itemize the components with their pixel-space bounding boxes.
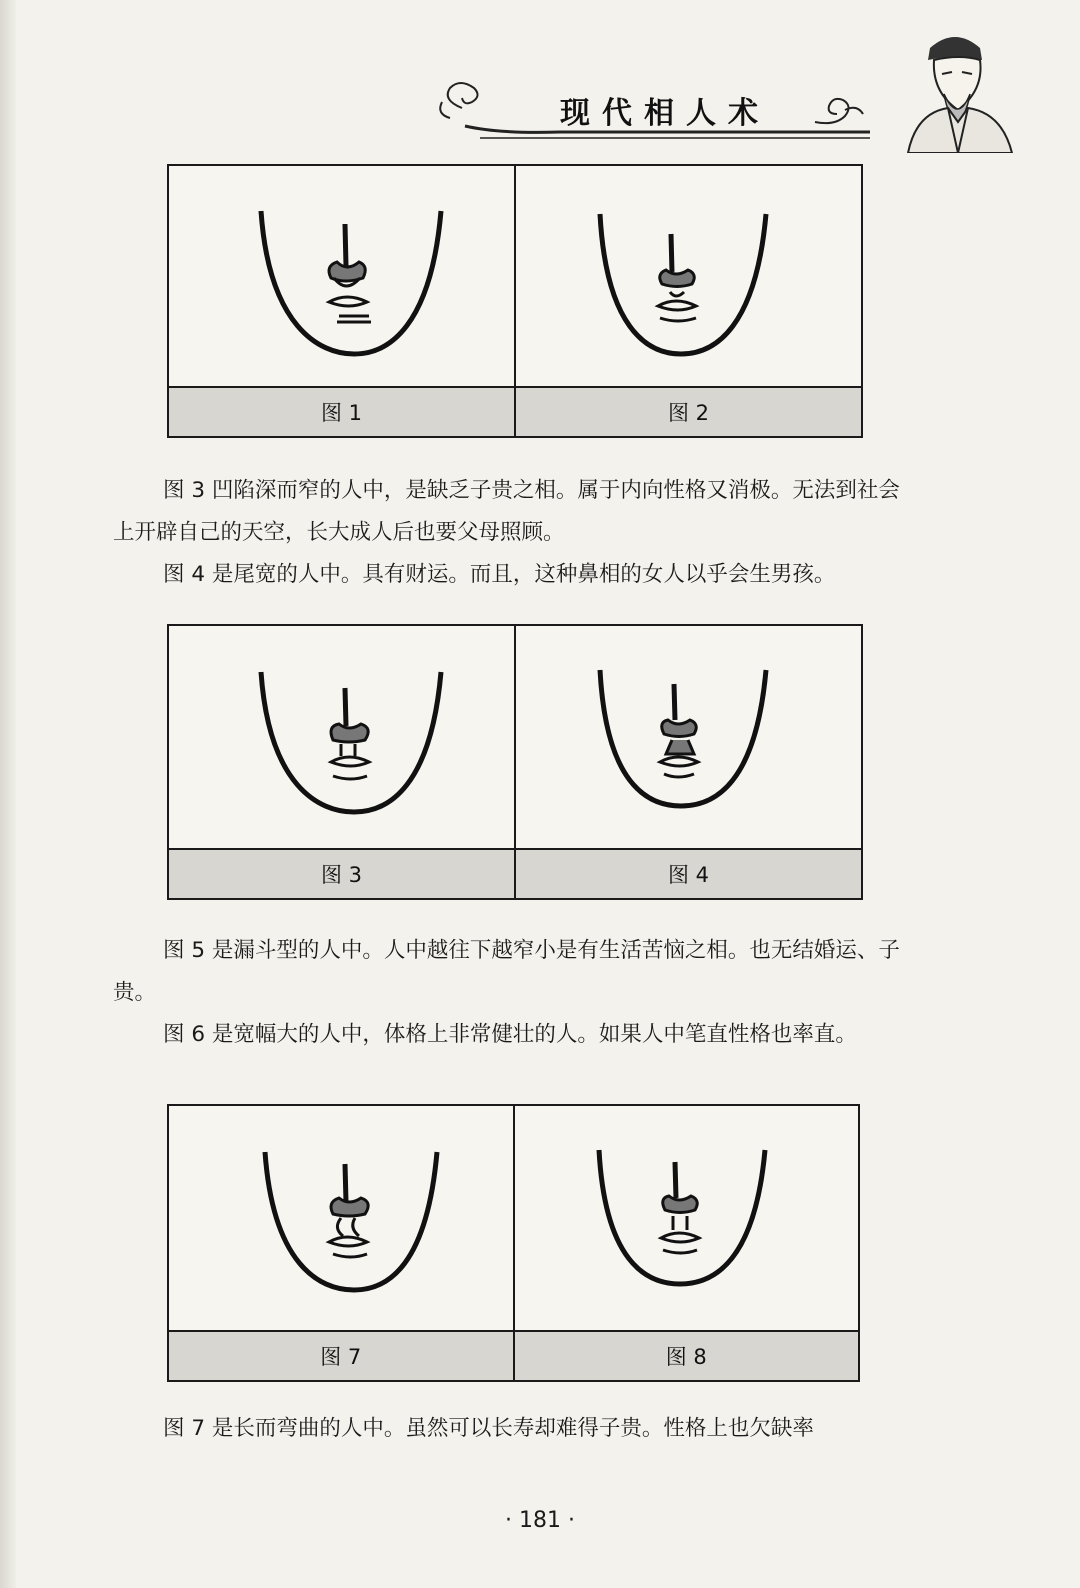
page-number: · 181 · xyxy=(505,1508,575,1533)
face-diagram-icon xyxy=(515,1106,848,1330)
page-edge xyxy=(0,0,16,1588)
figure-4 xyxy=(516,626,861,898)
figure-caption: 图 3 xyxy=(169,848,514,898)
figure-caption: 图 8 xyxy=(515,1330,859,1380)
face-diagram-icon xyxy=(169,166,526,386)
header-title: 现代相人术 xyxy=(560,96,770,131)
face-diagram-icon xyxy=(516,166,849,386)
paragraph: 图 5 是漏斗型的人中。人中越往下越窄小是有生活苦恼之相。也无结婚运、子贵。 xyxy=(113,938,900,1005)
running-header xyxy=(0,0,1080,160)
face-diagram-icon xyxy=(169,626,526,848)
figure-1 xyxy=(169,166,516,436)
figure-7 xyxy=(169,1106,515,1380)
figure-caption: 图 7 xyxy=(169,1330,513,1380)
figure-panel-3-4 xyxy=(167,624,863,900)
figure-caption: 图 4 xyxy=(516,848,861,898)
paragraph: 图 4 是尾宽的人中。具有财运。而且，这种鼻相的女人以乎会生男孩。 xyxy=(163,562,836,587)
face-diagram-icon xyxy=(516,626,849,848)
paragraph: 图 7 是长而弯曲的人中。虽然可以长寿却难得子贵。性格上也欠缺率 xyxy=(163,1416,814,1441)
paragraph: 图 3 凹陷深而窄的人中，是缺乏子贵之相。属于内向性格又消极。无法到社会上开辟自己的天空，长大成人后也要父母照顾。 xyxy=(113,478,900,545)
paragraph: 图 6 是宽幅大的人中，体格上非常健壮的人。如果人中笔直性格也率直。 xyxy=(163,1022,857,1047)
face-diagram-icon xyxy=(169,1106,523,1330)
figure-panel-1-2 xyxy=(167,164,863,438)
figure-panel-7-8 xyxy=(167,1104,860,1382)
figure-8 xyxy=(515,1106,859,1380)
figure-3 xyxy=(169,626,516,898)
figure-caption: 图 1 xyxy=(169,386,514,436)
sage-portrait-icon xyxy=(900,28,1020,153)
figure-caption: 图 2 xyxy=(516,386,861,436)
figure-2 xyxy=(516,166,861,436)
